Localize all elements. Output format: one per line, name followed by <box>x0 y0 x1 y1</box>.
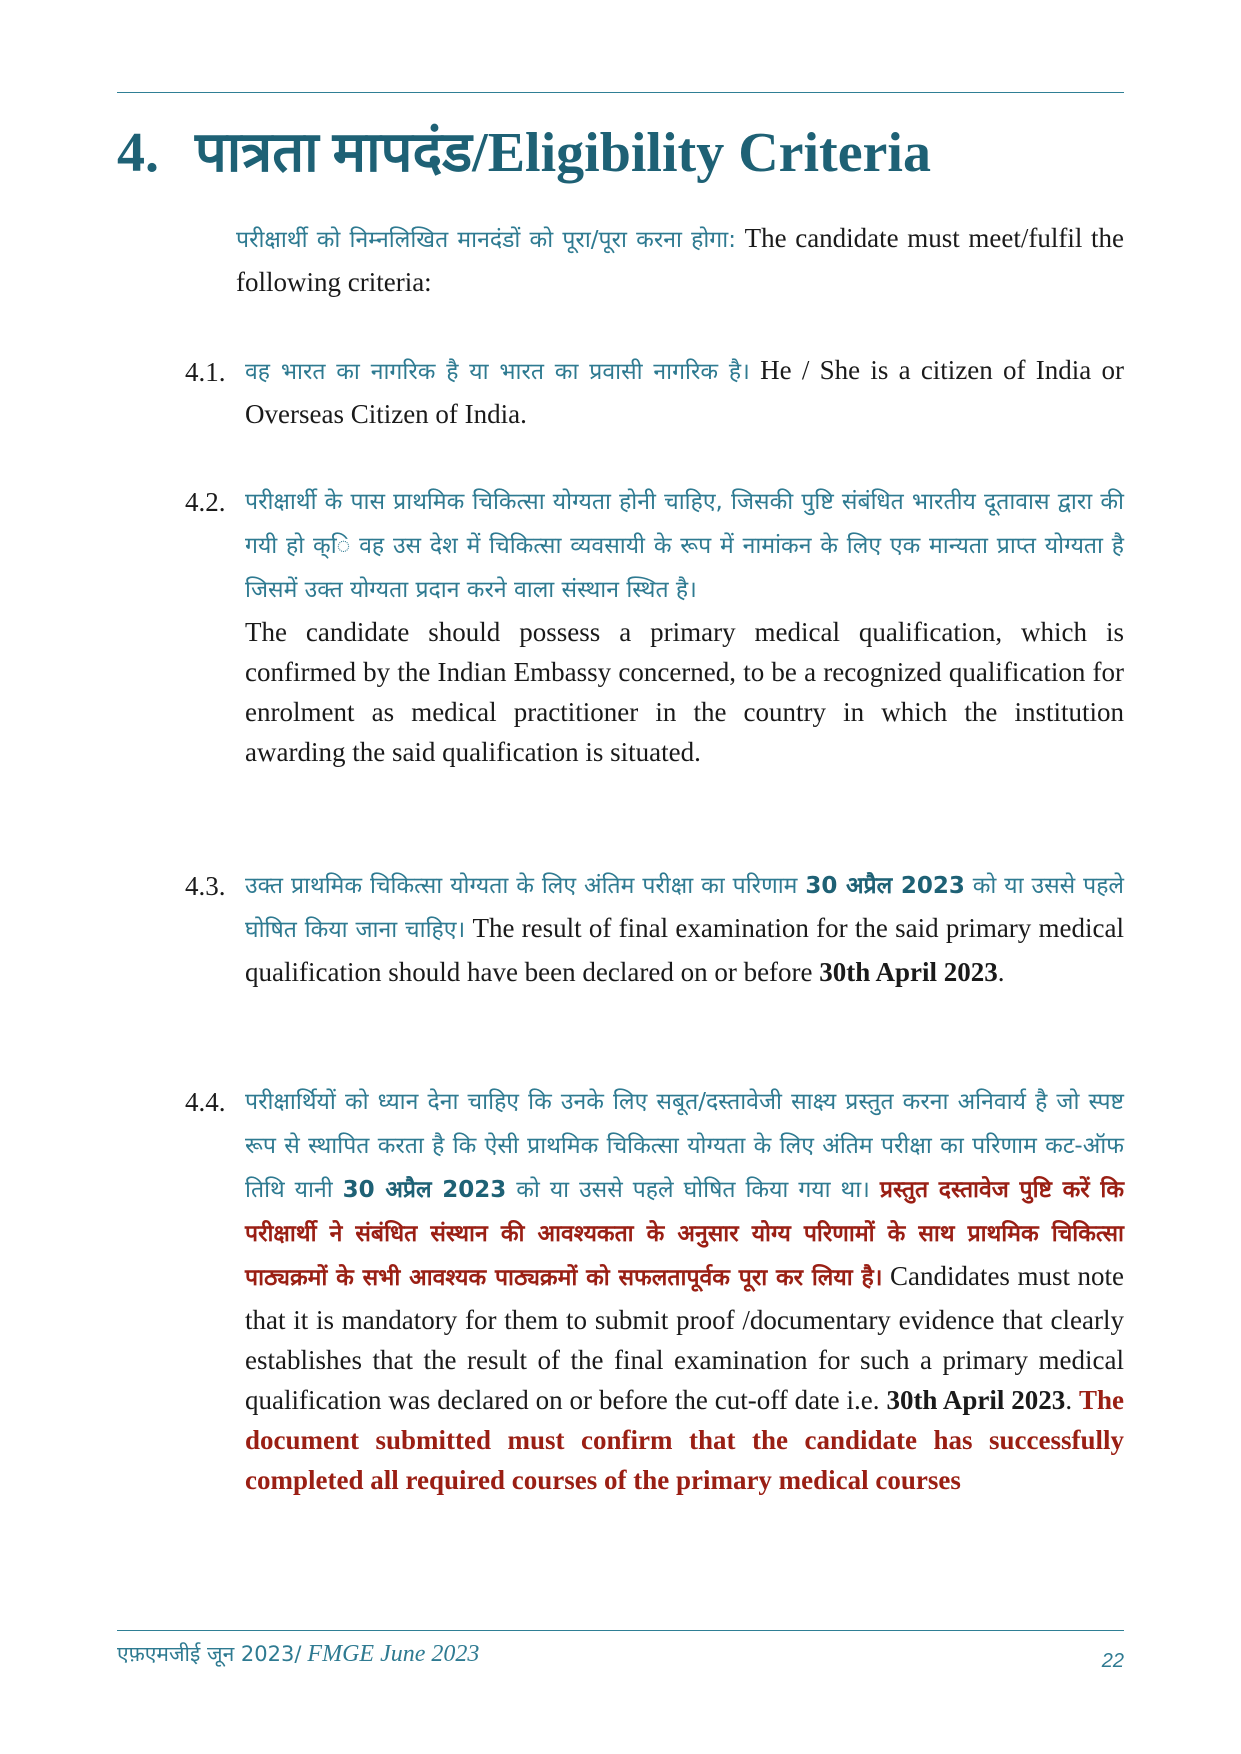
footer-title <box>117 1640 479 1668</box>
item-body <box>245 480 1124 772</box>
intro-paragraph <box>236 218 1124 302</box>
item-english-text: Candidates must note that it is mandatory for them to submit proof /documentary evidence that clearly establishes that the result of the final examination for such a primary medical qualification was declared on or before the cut-off date i.e. <box>245 1261 1125 1415</box>
item-hindi-text: उक्त प्राथमिक चिकित्सा योग्यता के लिए अंतिम परीक्षा का परिणाम <box>245 873 798 899</box>
cutoff-date-hindi: 30 अप्रैल 2023 <box>342 1177 507 1203</box>
intro-english: The candidate must meet/fulfil the following criteria: <box>236 223 1125 297</box>
section-number: 4. <box>117 122 159 184</box>
item-hindi-text: परीक्षार्थियों को ध्यान देना चाहिए कि उनके लिए सबूत/दस्तावेजी साक्ष्य प्रस्तुत करना अनिवार्य है जो स्पष्ट रूप से स्थापित करता है कि ऐसी प्राथमिक चिकित्सा योग्यता के लिए अंतिम परीक्षा का परिणाम कट-ऑफ तिथि यानी <box>245 1089 1124 1203</box>
item-hindi: परीक्षार्थी के पास प्राथमिक चिकित्सा योग्यता होनी चाहिए, जिसकी पुष्टि संबंधित भारतीय दूतावास द्वारा की गयी हो क्ि वह उस देश में चिकित्सा व्यवसायी के रूप में नामांकन के लिए एक मान्यता प्राप्त योग्यता है जिसमें उक्त योग्यता प्रदान करने वाला संस्थान स्थित है। <box>245 489 1124 603</box>
footer-title-hindi: एफ़एमजीई जून 2023/ <box>117 1642 302 1666</box>
item-english-text: . <box>997 957 1005 987</box>
item-hindi-text: को या उससे पहले घोषित किया गया था। <box>516 1177 870 1203</box>
top-rule <box>117 92 1124 93</box>
cutoff-date-english: 30th April 2023 <box>819 957 998 987</box>
page-number: 22 <box>1101 1650 1124 1672</box>
item-number: 4.3. <box>185 871 226 901</box>
item-body <box>245 350 1124 434</box>
item-hindi: वह भारत का नागरिक है या भारत का प्रवासी नागरिक है। <box>245 359 750 385</box>
criteria-item <box>185 480 1124 772</box>
section-heading <box>117 118 1124 188</box>
item-number: 4.1. <box>185 357 226 387</box>
cutoff-date-english: 30th April 2023 <box>886 1385 1066 1415</box>
item-english <box>245 1261 1124 1495</box>
intro-hindi: परीक्षार्थी को निम्नलिखित मानदंडों को पूरा/पूरा करना होगा: <box>236 227 736 253</box>
criteria-item <box>185 864 1124 992</box>
item-body <box>245 1080 1124 1500</box>
item-hindi-text: को या उससे पहले घोषित किया जाना चाहिए। <box>245 873 1124 943</box>
emphasis-english: The document submitted must confirm that the candidate has successfully completed all required courses of the primary medical courses <box>245 1385 1124 1495</box>
section-title: पात्रता मापदंड/Eligibility Criteria <box>195 122 931 184</box>
criteria-item <box>185 350 1124 434</box>
cutoff-date-hindi: 30 अप्रैल 2023 <box>805 873 965 899</box>
item-number: 4.2. <box>185 487 226 517</box>
item-english: The candidate should possess a primary medical qualification, which is confirmed by the Indian Embassy concerned, to be a recognized qualification for enrolment as medical practitioner in the country in which the institution awarding the said qualification is situated. <box>245 617 1124 767</box>
bottom-rule <box>117 1630 1124 1631</box>
item-english: He / She is a citizen of India or Overseas Citizen of India. <box>245 355 1124 429</box>
footer-title-english: FMGE June 2023 <box>301 1641 480 1667</box>
criteria-item <box>185 1080 1124 1500</box>
item-number: 4.4. <box>185 1087 226 1117</box>
emphasis-hindi: प्रस्तुत दस्तावेज पुष्टि करें कि परीक्षार्थी ने संबंधित संस्थान की आवश्यकता के अनुसार योग्य परिणामों के साथ प्राथमिक चिकित्सा पाठ्यक्रमों के सभी आवश्यक पाठ्यक्रमों को सफलतापूर्वक पूरा कर लिया है। <box>245 1177 1124 1291</box>
item-english-text: The result of final examination for the said primary medical qualification should have been declared on or before <box>245 913 1124 987</box>
item-body <box>245 864 1124 992</box>
item-english-text: . <box>1065 1385 1073 1415</box>
